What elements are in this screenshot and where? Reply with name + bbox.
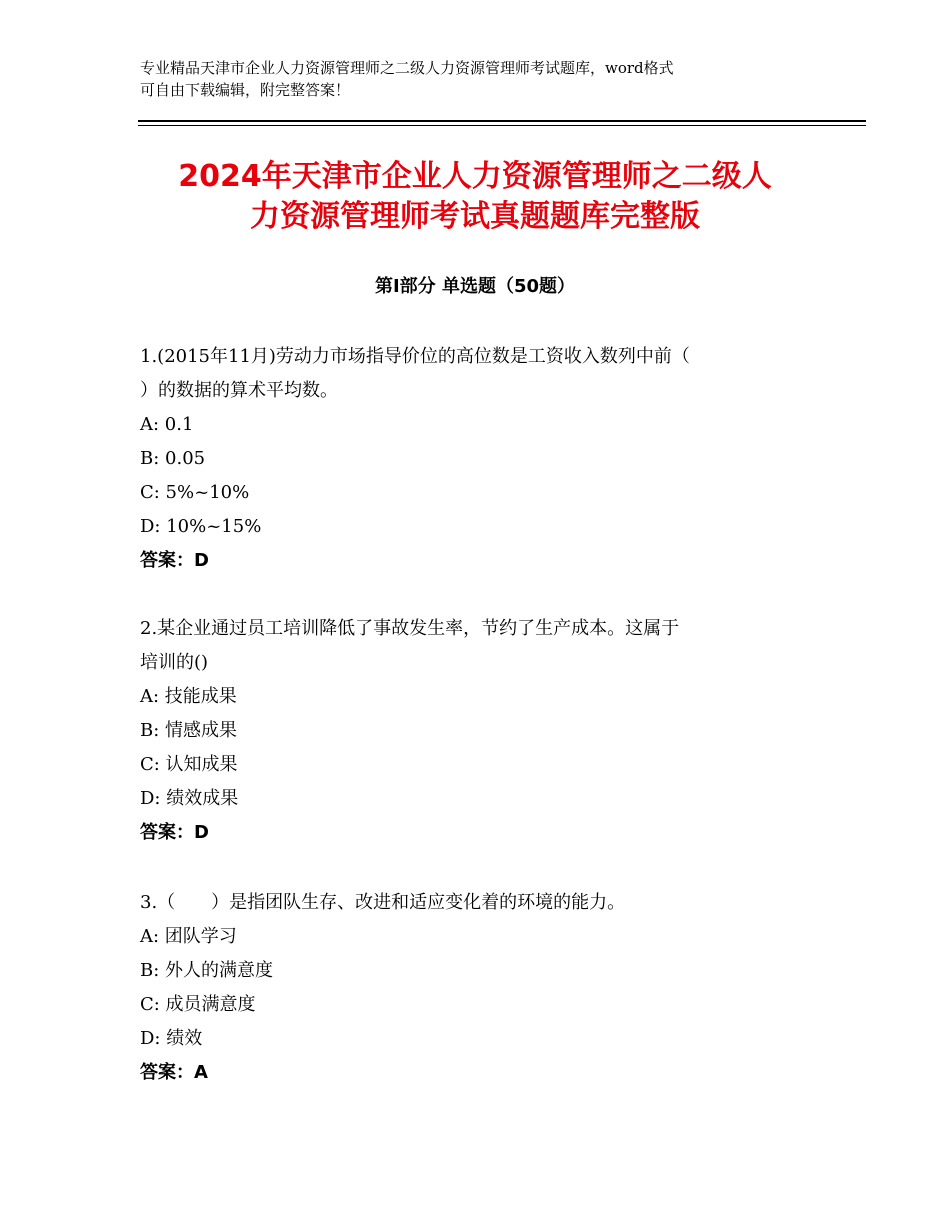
answer: 答案：D — [140, 550, 209, 571]
section-heading: 第Ⅰ部分 单选题（50题） — [374, 276, 575, 297]
option-d: D: 绩效 — [140, 1028, 203, 1049]
option-b: B: 0.05 — [140, 448, 206, 469]
option-c: C: 成员满意度 — [140, 994, 256, 1015]
header-note — [140, 57, 820, 101]
document-title-line-2: 力资源管理师考试真题题库完整版 — [250, 199, 700, 234]
question-stem-line: 3.（ ）是指团队生存、改进和适应变化着的环境的能力。 — [140, 892, 626, 913]
question-1 — [140, 340, 810, 578]
question-stem-line: 培训的() — [140, 652, 209, 673]
header-divider-thick — [138, 120, 866, 122]
question-3 — [140, 886, 810, 1090]
question-2 — [140, 612, 810, 850]
option-d: D: 绩效成果 — [140, 788, 239, 809]
option-a: A: 0.1 — [140, 414, 194, 435]
option-b: B: 外人的满意度 — [140, 960, 274, 981]
option-b: B: 情感成果 — [140, 720, 238, 741]
question-stem-line: 2.某企业通过员工培训降低了事故发生率，节约了生产成本。这属于 — [140, 618, 680, 639]
document-title-line-1: 2024年天津市企业人力资源管理师之二级人 — [178, 159, 772, 194]
answer: 答案：D — [140, 822, 209, 843]
document-title — [130, 157, 820, 237]
option-c: C: 5%~10% — [140, 482, 250, 503]
option-a: A: 技能成果 — [140, 686, 237, 707]
header-divider-thin — [138, 125, 866, 126]
header-note-line-1: 专业精品天津市企业人力资源管理师之二级人力资源管理师考试题库，word格式 — [140, 59, 674, 77]
option-c: C: 认知成果 — [140, 754, 238, 775]
header-note-line-2: 可自由下载编辑，附完整答案！ — [140, 81, 351, 99]
question-stem-line: ）的数据的算术平均数。 — [140, 380, 338, 401]
option-a: A: 团队学习 — [140, 926, 237, 947]
option-d: D: 10%~15% — [140, 516, 262, 537]
question-stem-line: 1.(2015年11月)劳动力市场指导价位的高位数是工资收入数列中前（ — [140, 346, 690, 367]
answer: 答案：A — [140, 1062, 208, 1083]
